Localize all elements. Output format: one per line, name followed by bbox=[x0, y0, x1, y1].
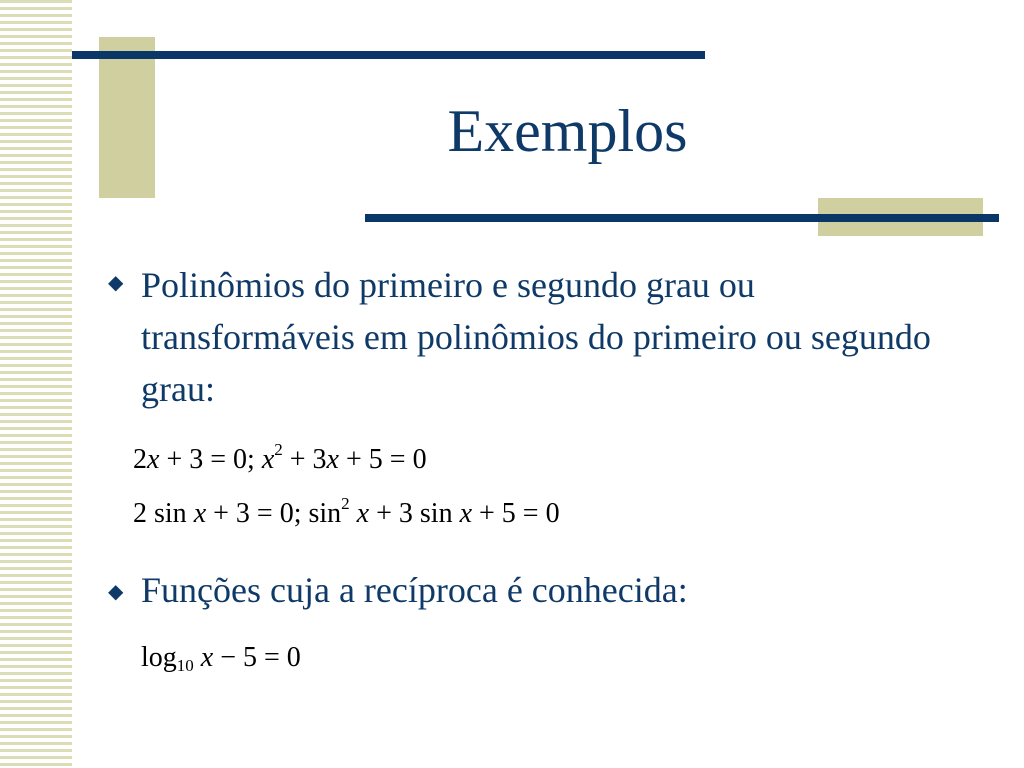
title-underline-rule bbox=[365, 214, 999, 222]
bullet-marker-icon: ◆ bbox=[108, 272, 124, 294]
equation-logarithm: $\log_{10} x - 5 = 0$ bbox=[141, 642, 301, 675]
equation-polynomial: 2x + 3 = 0; $x^2 + 3x + 5 = 0$ bbox=[133, 440, 427, 475]
bullet-text-inverse-functions: Funções cuja a recíproca é conhecida: bbox=[141, 570, 688, 610]
bullet-text-polynomials: Polinômios do primeiro e segundo grau ou transformáveis em polinômios do primeiro ou segundo grau: bbox=[141, 265, 931, 409]
bullet-marker-icon: ◆ bbox=[108, 581, 124, 603]
top-rule bbox=[72, 51, 705, 59]
equation-trigonometric: 2 sin x + 3 = 0; $\sin^2 x + 3$ sin x + 5 = 0 bbox=[133, 494, 560, 529]
slide-title: Exemplos bbox=[447, 98, 688, 164]
